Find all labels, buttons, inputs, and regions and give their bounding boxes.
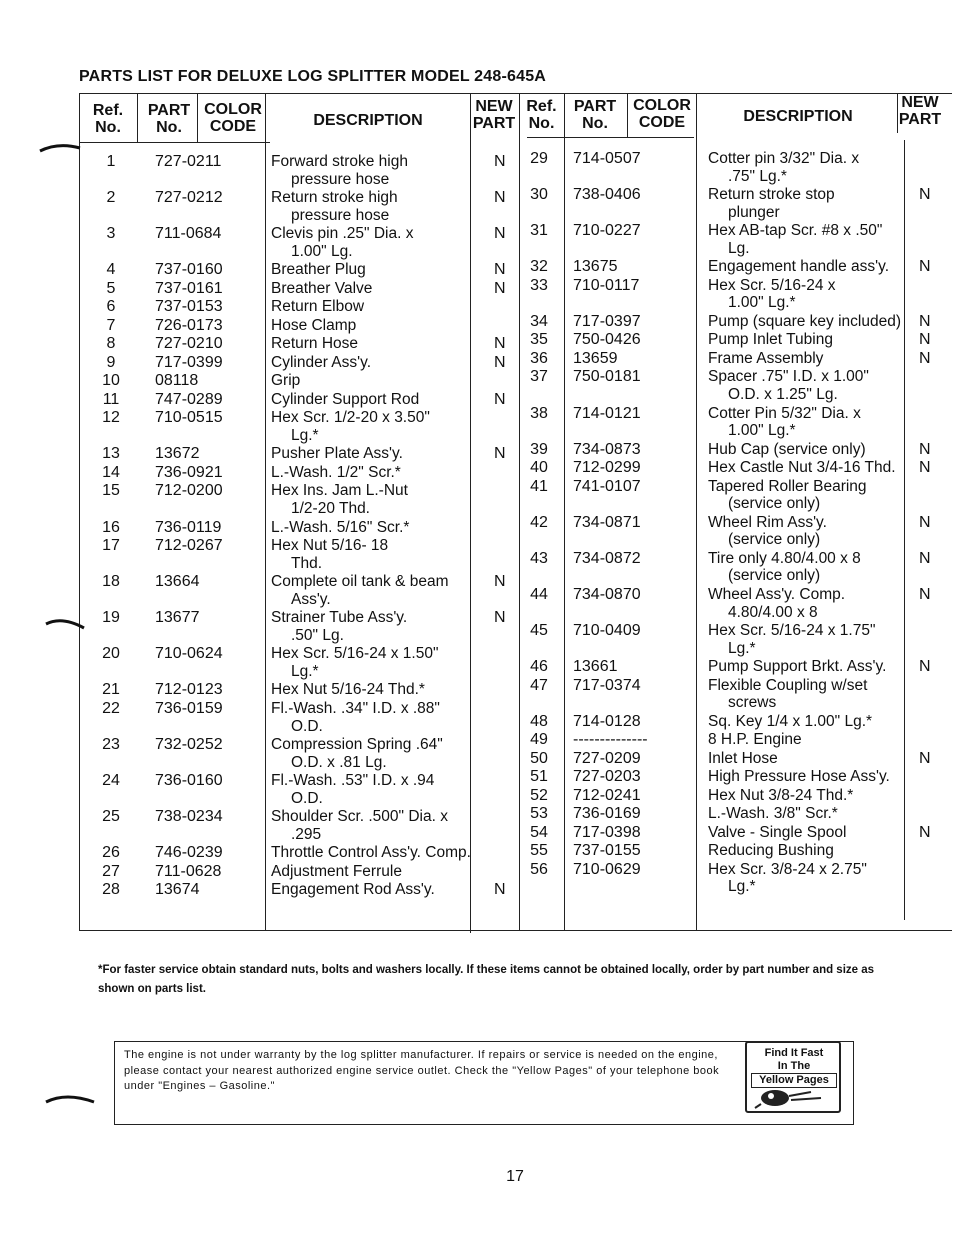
- part-number: 13677: [155, 609, 200, 627]
- part-description: Tapered Roller Bearing: [708, 477, 867, 495]
- page-title: PARTS LIST FOR DELUXE LOG SPLITTER MODEL 248-645A: [79, 68, 547, 85]
- part-description: Strainer Tube Ass'y.: [271, 609, 408, 627]
- part-number: 712-0299: [573, 459, 641, 477]
- part-number: 732-0252: [155, 736, 223, 753]
- part-description: 4.80/4.00 x 8: [728, 603, 818, 621]
- part-number: 734-0872: [573, 549, 641, 567]
- ref-number: 37: [530, 368, 548, 386]
- part-number: 714-0121: [573, 404, 641, 422]
- part-description: 1/2-20 Thd.: [291, 500, 370, 517]
- header-ref: Ref. No.: [526, 98, 557, 132]
- part-description: Pusher Plate Ass'y.: [271, 445, 403, 463]
- new-part-flag: N: [494, 445, 506, 463]
- part-description: Fl.-Wash. .53" I.D. x .94: [271, 772, 435, 790]
- part-description: Hex Nut 5/16- 18: [271, 537, 389, 554]
- new-part-flag: N: [919, 513, 931, 531]
- part-number: 08118: [155, 372, 199, 390]
- new-part-flag: N: [494, 390, 506, 408]
- part-number: 734-0873: [573, 440, 641, 458]
- ref-number: 53: [530, 805, 548, 823]
- part-description: Inlet Hose: [708, 749, 778, 767]
- part-description: Wheel Rim Ass'y.: [708, 513, 827, 531]
- part-description: L.-Wash. 1/2" Scr.*: [271, 463, 401, 481]
- part-description: Lg.: [728, 239, 750, 257]
- header-description: DESCRIPTION: [743, 108, 853, 125]
- part-number: 737-0153: [155, 298, 223, 316]
- part-number: 13674: [155, 881, 200, 899]
- ref-number: 12: [102, 409, 120, 427]
- ref-number: 18: [102, 573, 120, 591]
- part-number: 738-0406: [573, 186, 641, 204]
- part-number: 717-0398: [573, 823, 641, 841]
- part-description: Ass'y.: [291, 590, 331, 608]
- new-part-flag: N: [494, 335, 506, 353]
- part-description: Shoulder Scr. .500" Dia. x: [271, 808, 448, 826]
- page-number: 17: [506, 1168, 524, 1185]
- part-description: pressure hose: [291, 206, 390, 224]
- part-description: Frame Assembly: [708, 349, 824, 367]
- ref-number: 27: [102, 862, 120, 880]
- ref-number: 44: [530, 585, 548, 603]
- part-number: 727-0203: [573, 768, 641, 786]
- part-description: Hub Cap (service only): [708, 440, 866, 458]
- header-color: COLOR CODE: [204, 101, 262, 135]
- ref-number: 31: [530, 222, 548, 240]
- part-number: 747-0289: [155, 390, 223, 408]
- ref-number: 28: [102, 881, 120, 899]
- badge-line-3: Yellow Pages: [751, 1073, 837, 1088]
- ref-number: 43: [530, 549, 548, 567]
- part-number: 750-0426: [573, 331, 641, 349]
- part-number: 734-0871: [573, 513, 641, 531]
- ref-number: 55: [530, 842, 548, 860]
- part-description: Reducing Bushing: [708, 842, 834, 860]
- part-description: 1.00" Lg.*: [728, 294, 796, 312]
- ref-number: 23: [102, 736, 120, 753]
- part-description: High Pressure Hose Ass'y.: [708, 768, 890, 786]
- ref-number: 17: [102, 537, 120, 554]
- ref-number: 20: [102, 645, 120, 663]
- ref-number: 54: [530, 823, 548, 841]
- part-number: 717-0397: [573, 312, 641, 330]
- new-part-flag: N: [494, 573, 506, 591]
- part-number: 750-0181: [573, 368, 641, 386]
- part-number: 717-0374: [573, 676, 641, 694]
- part-description: Engagement handle ass'y.: [708, 258, 890, 276]
- part-description: Adjustment Ferrule: [271, 862, 402, 880]
- badge-text: [751, 1047, 837, 1088]
- part-number: 717-0399: [155, 353, 223, 371]
- part-description: Engagement Rod Ass'y.: [271, 881, 435, 899]
- header-ref: Ref. No.: [92, 102, 124, 136]
- part-number: 710-0227: [573, 222, 641, 240]
- part-description: O.D.: [291, 717, 323, 735]
- part-number: 13659: [573, 349, 618, 367]
- part-number: 734-0870: [573, 585, 641, 603]
- ref-number: 46: [530, 658, 548, 676]
- part-description: Lg.*: [728, 878, 756, 896]
- new-part-flag: N: [494, 353, 506, 371]
- ref-number: 21: [102, 681, 120, 699]
- part-number: 13672: [155, 445, 200, 463]
- part-number: 711-0684: [155, 225, 222, 243]
- part-description: Breather Plug: [271, 261, 366, 279]
- header-part: PART No.: [147, 102, 191, 136]
- part-number: 736-0169: [573, 805, 641, 823]
- part-description: Return Elbow: [271, 298, 365, 316]
- ref-number: 10: [102, 372, 120, 390]
- ref-number: 5: [106, 279, 116, 297]
- ref-number: 56: [530, 860, 548, 878]
- part-description: Flexible Coupling w/set: [708, 676, 868, 694]
- part-number: 13664: [155, 573, 200, 591]
- ref-number: 3: [106, 225, 116, 243]
- part-description: 1.00" Lg.: [291, 242, 353, 260]
- part-description: Pump Support Brkt. Ass'y.: [708, 658, 887, 676]
- ref-number: 24: [102, 772, 120, 790]
- part-number: 13675: [573, 258, 618, 276]
- ref-number: 33: [530, 276, 548, 294]
- new-part-flag: N: [494, 261, 506, 279]
- ref-number: 41: [530, 477, 548, 495]
- ref-number: 39: [530, 440, 548, 458]
- part-description: Pump Inlet Tubing: [708, 331, 833, 349]
- part-number: 746-0239: [155, 844, 223, 862]
- ref-number: 36: [530, 349, 548, 367]
- new-part-flag: N: [919, 258, 931, 276]
- ref-number: 11: [102, 390, 120, 408]
- part-description: O.D.: [291, 789, 323, 807]
- ref-number: 15: [102, 482, 120, 500]
- new-part-flag: N: [494, 881, 506, 899]
- part-description: Cylinder Ass'y.: [271, 353, 372, 371]
- part-description: Valve - Single Spool: [708, 823, 847, 841]
- new-part-flag: N: [919, 549, 931, 567]
- ref-number: 35: [530, 331, 548, 349]
- part-description: Fl.-Wash. .34" I.D. x .88": [271, 699, 440, 717]
- new-part-flag: N: [919, 312, 931, 330]
- part-description: Return stroke high: [271, 189, 398, 207]
- part-description: (service only): [728, 567, 821, 585]
- part-description: Sq. Key 1/4 x 1.00" Lg.*: [708, 712, 873, 730]
- part-number: 13661: [573, 658, 618, 676]
- ref-number: 48: [530, 712, 548, 730]
- badge-line-2: In The: [777, 1060, 811, 1072]
- new-part-flag: N: [919, 658, 931, 676]
- part-description: L.-Wash. 3/8" Scr.*: [708, 805, 838, 823]
- ref-number: 45: [530, 622, 548, 639]
- ref-number: 47: [530, 676, 548, 694]
- part-description: Complete oil tank & beam: [271, 573, 449, 591]
- new-part-flag: N: [919, 331, 931, 349]
- header-color: COLOR CODE: [633, 97, 691, 131]
- part-description: Hex Castle Nut 3/4-16 Thd.: [708, 459, 896, 477]
- part-description: Pump (square key included): [708, 312, 901, 330]
- new-part-flag: N: [494, 189, 506, 207]
- new-part-flag: N: [494, 279, 506, 297]
- new-part-flag: N: [919, 823, 931, 841]
- ref-number: 40: [530, 459, 548, 477]
- new-part-flag: N: [494, 225, 506, 243]
- part-description: (service only): [728, 531, 821, 549]
- part-number: 738-0234: [155, 808, 223, 826]
- part-number: 737-0161: [155, 279, 223, 297]
- part-description: O.D. x 1.25" Lg.: [728, 386, 838, 403]
- part-description: Hex Ins. Jam L.-Nut: [271, 482, 408, 500]
- part-description: Throttle Control Ass'y. Comp.: [271, 844, 471, 862]
- part-description: Cotter pin 3/32" Dia. x: [708, 150, 860, 167]
- part-description: Grip: [271, 372, 301, 390]
- ref-number: 38: [530, 404, 548, 422]
- ref-number: 34: [530, 312, 548, 330]
- header-part: PART No.: [573, 98, 617, 132]
- new-part-flag: N: [494, 609, 506, 627]
- part-description: Hex Nut 3/8-24 Thd.*: [708, 786, 854, 804]
- col-line: [696, 93, 697, 931]
- part-number: 714-0507: [573, 150, 641, 167]
- part-number: 736-0159: [155, 699, 223, 717]
- ref-number: 2: [106, 189, 116, 207]
- part-description: screws: [728, 694, 777, 712]
- part-number: 711-0628: [155, 862, 222, 880]
- header-description: DESCRIPTION: [313, 112, 423, 129]
- part-description: .295: [291, 825, 322, 843]
- part-description: O.D. x .81 Lg.: [291, 753, 387, 771]
- ref-number: 9: [106, 353, 116, 371]
- part-number: 714-0128: [573, 712, 641, 730]
- ref-number: 4: [106, 261, 116, 279]
- part-number: 712-0241: [573, 786, 641, 804]
- part-number: 737-0155: [573, 842, 641, 860]
- part-description: Cylinder Support Rod: [271, 390, 420, 408]
- ref-number: 14: [102, 463, 120, 481]
- part-description: Hex Scr. 1/2-20 x 3.50": [271, 409, 430, 427]
- ref-number: 50: [530, 749, 548, 767]
- new-part-flag: N: [494, 153, 506, 170]
- badge-line-1: Find It Fast: [764, 1047, 824, 1059]
- ref-number: 29: [530, 150, 548, 167]
- part-number: --------------: [573, 731, 648, 749]
- ref-number: 32: [530, 258, 548, 276]
- part-description: L.-Wash. 5/16" Scr.*: [271, 518, 410, 536]
- part-description: Hex Scr. 3/8-24 x 2.75": [708, 860, 867, 878]
- header-divider: [79, 142, 270, 143]
- ref-number: 19: [102, 609, 120, 627]
- scan-mark: [44, 1090, 96, 1106]
- part-description: .50" Lg.: [291, 626, 344, 644]
- part-number: 736-0160: [155, 772, 223, 790]
- part-description: .75" Lg.*: [728, 167, 787, 185]
- warranty-notice-text: The engine is not under warranty by the log splitter manufacturer. If repairs or service is needed on the engine, please contact your nearest authorized engine service outlet. Check the "Yellow Pages" of your telephone book under "Engines – Gasoline.": [124, 1049, 720, 1092]
- part-number: 710-0624: [155, 645, 223, 663]
- part-description: Compression Spring .64": [271, 736, 443, 753]
- part-number: 727-0212: [155, 189, 223, 207]
- part-number: 737-0160: [155, 261, 223, 279]
- part-number: 710-0117: [573, 276, 640, 294]
- ref-number: 13: [102, 445, 120, 463]
- part-number: 710-0515: [155, 409, 223, 427]
- footnote: *For faster service obtain standard nuts, bolts and washers locally. If these items cannot be obtained locally, order by part number and size as shown on parts list.: [98, 964, 875, 995]
- header-new: NEW PART: [898, 94, 942, 128]
- header-new: NEW PART: [472, 98, 516, 132]
- ref-number: 16: [102, 518, 120, 536]
- part-description: 1.00" Lg.*: [728, 422, 796, 440]
- part-number: 741-0107: [573, 477, 641, 495]
- part-description: Lg.*: [291, 662, 319, 680]
- ref-number: 7: [106, 316, 116, 334]
- part-description: 8 H.P. Engine: [708, 731, 802, 749]
- col-line: [564, 93, 565, 931]
- part-number: 727-0209: [573, 749, 641, 767]
- new-part-flag: N: [919, 440, 931, 458]
- ref-number: 8: [106, 335, 116, 353]
- part-description: Return stroke stop: [708, 186, 835, 204]
- part-description: Hex AB-tap Scr. #8 x .50": [708, 222, 883, 240]
- part-number: 736-0921: [155, 463, 223, 481]
- part-description: Lg.*: [291, 426, 319, 444]
- part-description: Forward stroke high: [271, 153, 408, 170]
- part-number: 736-0119: [155, 518, 222, 536]
- col-line: [470, 93, 471, 933]
- part-description: plunger: [728, 203, 780, 221]
- part-description: Breather Valve: [271, 279, 373, 297]
- ref-number: 22: [102, 699, 120, 717]
- part-description: Tire only 4.80/4.00 x 8: [708, 549, 861, 567]
- scan-mark: [38, 140, 83, 154]
- new-part-flag: N: [919, 585, 931, 603]
- ref-number: 1: [106, 153, 116, 170]
- ref-number: 6: [106, 298, 116, 316]
- ref-number: 52: [530, 786, 548, 804]
- ref-number: 25: [102, 808, 120, 826]
- part-number: 710-0409: [573, 622, 641, 639]
- col-line: [265, 93, 266, 931]
- part-number: 712-0123: [155, 681, 223, 699]
- ref-number: 42: [530, 513, 548, 531]
- col-line: [904, 140, 905, 920]
- ref-number: 51: [530, 768, 548, 786]
- part-description: pressure hose: [291, 170, 390, 188]
- part-description: Wheel Ass'y. Comp.: [708, 585, 846, 603]
- scan-mark: [44, 612, 86, 630]
- part-description: Hex Nut 5/16-24 Thd.*: [271, 681, 425, 699]
- part-description: (service only): [728, 495, 821, 513]
- ref-number: 26: [102, 844, 120, 862]
- part-description: Return Hose: [271, 335, 359, 353]
- part-number: 726-0173: [155, 316, 223, 334]
- part-number: 727-0211: [155, 153, 222, 170]
- part-description: Lg.*: [728, 639, 756, 657]
- new-part-flag: N: [919, 459, 931, 477]
- part-description: Spacer .75" I.D. x 1.00": [708, 368, 869, 386]
- part-number: 712-0267: [155, 537, 223, 554]
- part-description: Thd.: [291, 554, 323, 572]
- new-part-flag: N: [919, 749, 931, 767]
- part-description: Hex Scr. 5/16-24 x 1.75": [708, 622, 876, 639]
- walking-fingers-icon: [751, 1086, 837, 1110]
- yellow-pages-badge: [745, 1041, 841, 1113]
- new-part-flag: N: [919, 186, 931, 204]
- warranty-notice-box: [114, 1041, 854, 1125]
- header-divider: [527, 137, 694, 138]
- part-description: Hex Scr. 5/16-24 x: [708, 276, 836, 294]
- part-description: Hose Clamp: [271, 316, 357, 334]
- part-description: Hex Scr. 5/16-24 x 1.50": [271, 645, 439, 663]
- new-part-flag: N: [919, 349, 931, 367]
- part-description: Clevis pin .25" Dia. x: [271, 225, 414, 243]
- part-number: 727-0210: [155, 335, 223, 353]
- part-number: 710-0629: [573, 860, 641, 878]
- ref-number: 49: [530, 731, 548, 749]
- part-number: 712-0200: [155, 482, 223, 500]
- part-description: Cotter Pin 5/32" Dia. x: [708, 404, 861, 422]
- ref-number: 30: [530, 186, 548, 204]
